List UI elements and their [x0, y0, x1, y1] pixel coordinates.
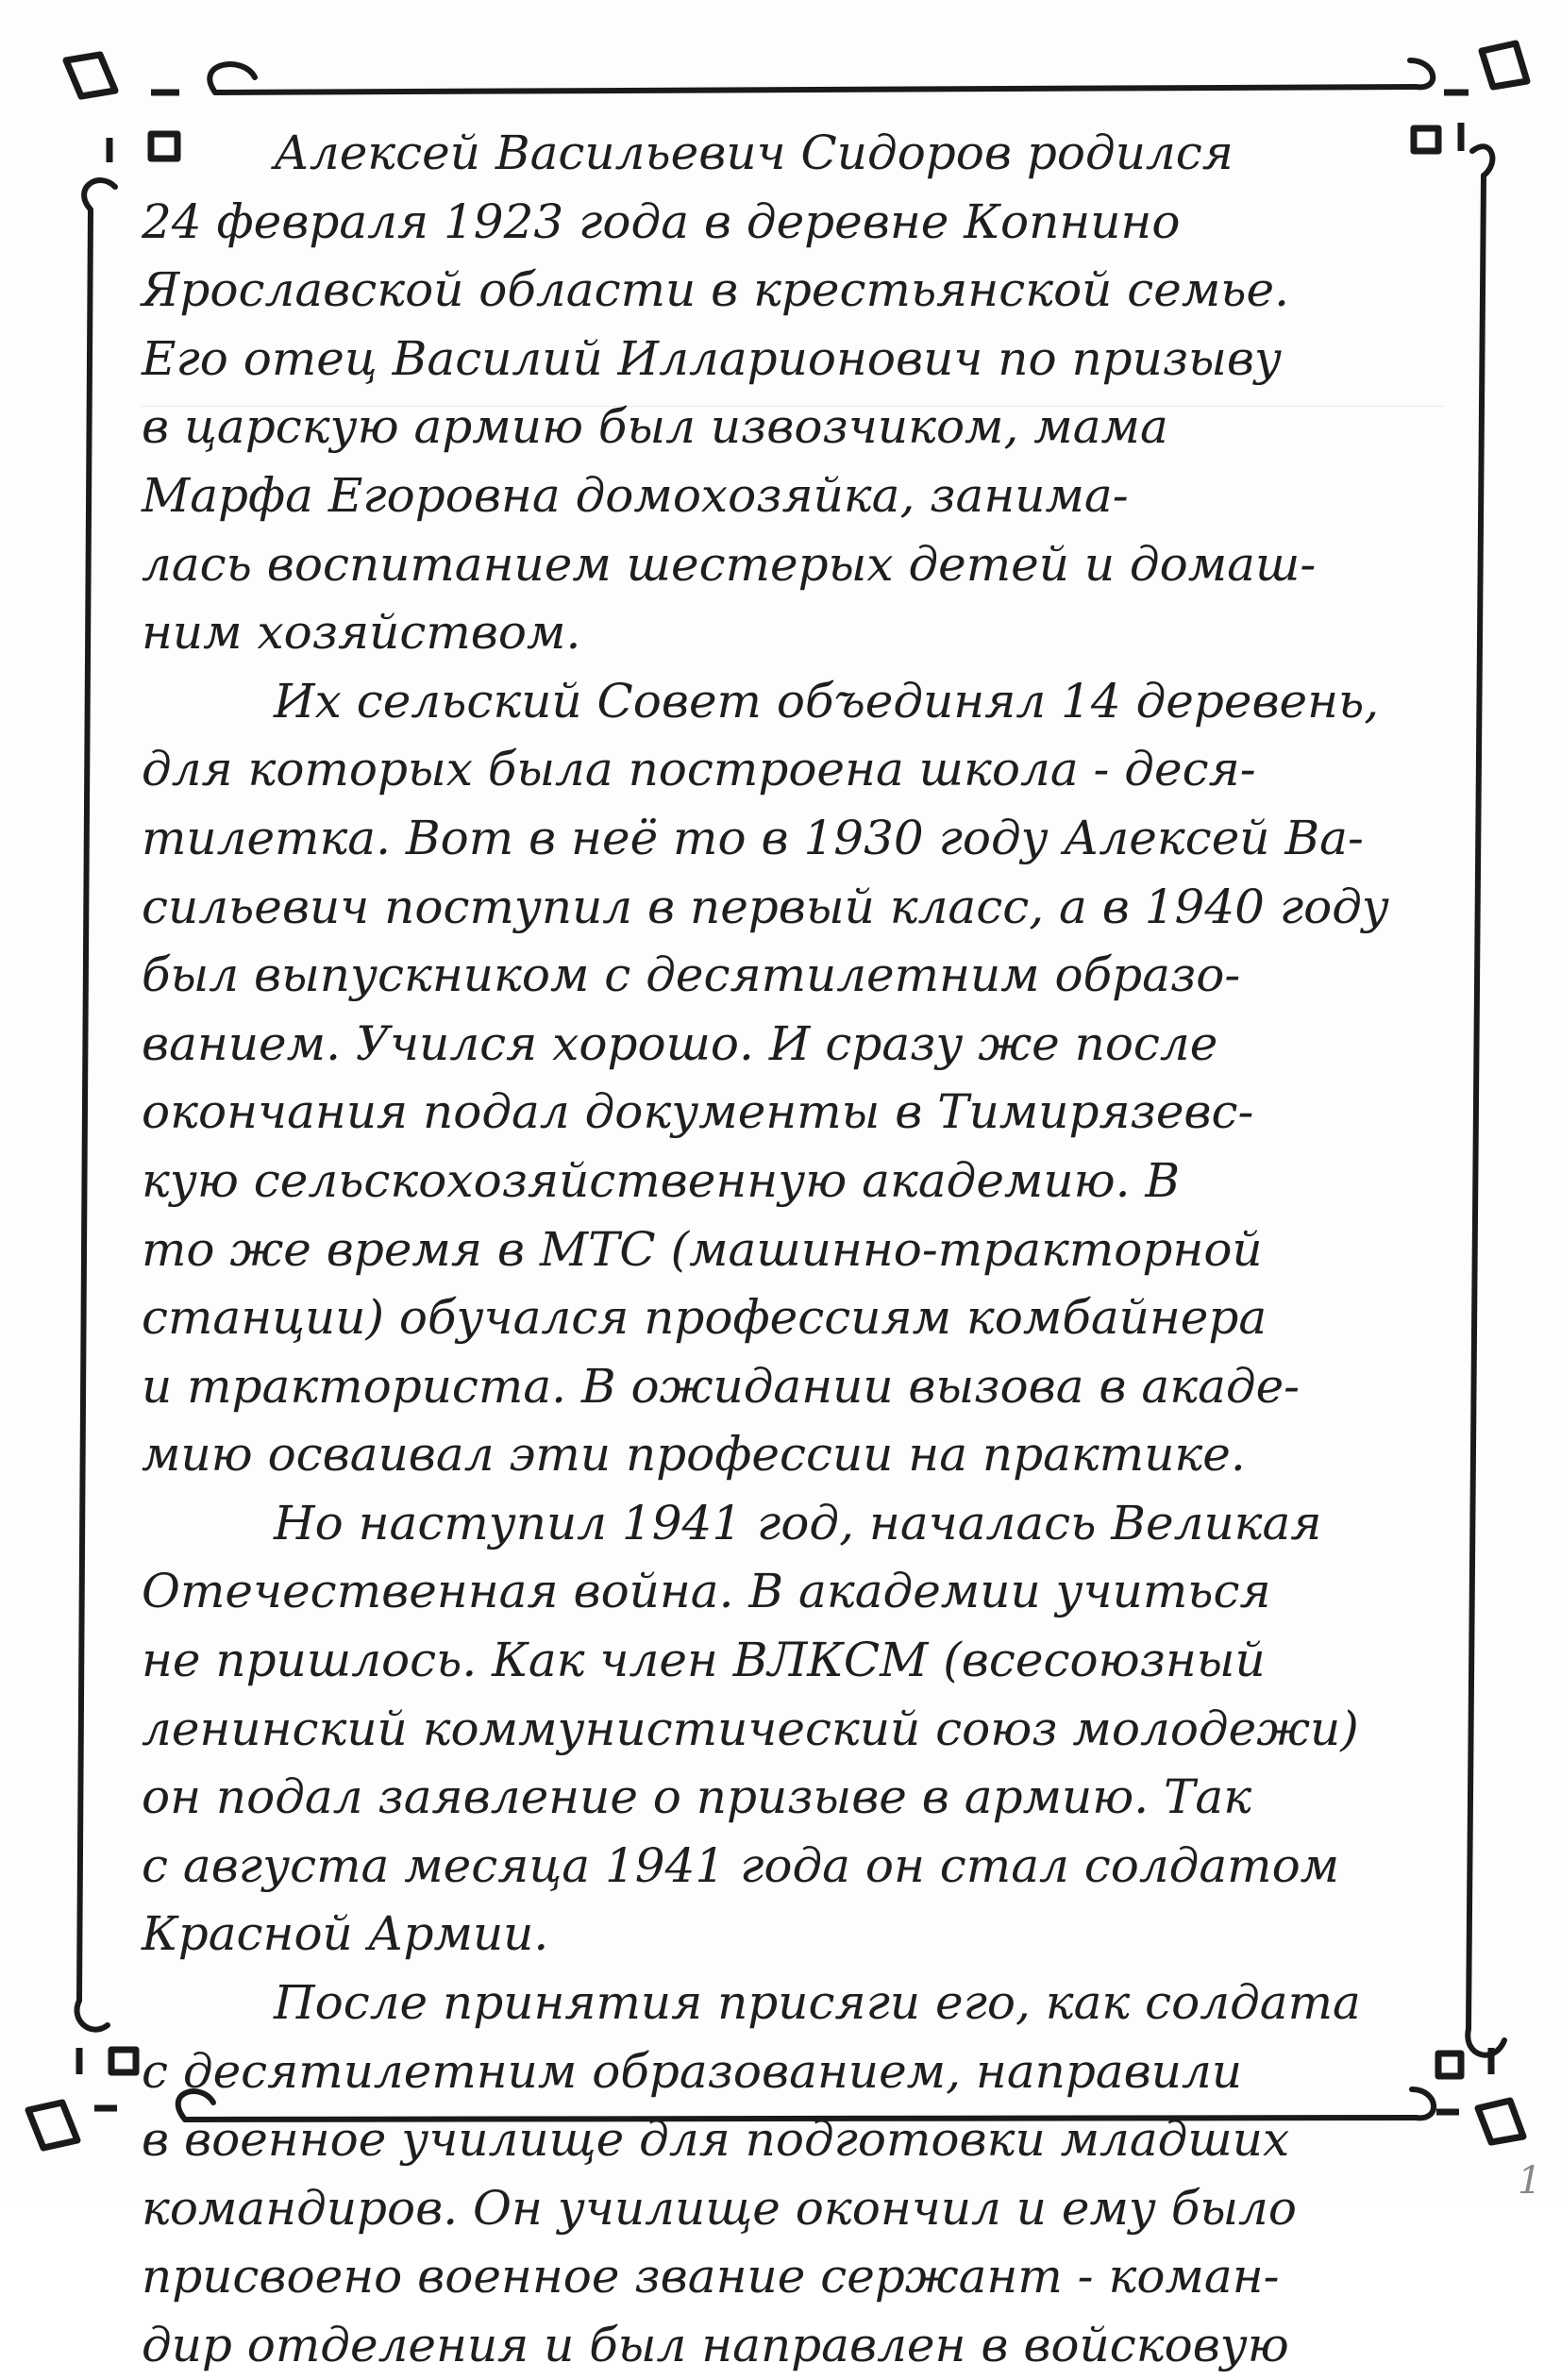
text-line: ванием. Учился хорошо. И сразу же после [142, 1015, 1218, 1071]
text-line: тилетка. Вот в неё то в 1930 году Алексей Ва- [142, 810, 1364, 865]
text-line: Их сельский Совет объединял 14 деревень, [274, 673, 1380, 729]
text-line: командиров. Он училище окончил и ему было [142, 2180, 1297, 2236]
page-number: 1 [1518, 2159, 1542, 2203]
text-line: то же время в МТС (машинно-тракторной [142, 1221, 1263, 1277]
frame-right-curl-bottom [1468, 2029, 1504, 2055]
frame-left-curl-top [84, 180, 115, 210]
paragraph-3 [142, 1489, 1444, 1969]
text-line: был выпускником с десятилетним образо- [142, 947, 1241, 1003]
corner-ornament-top-right-diamond [1482, 43, 1527, 87]
frame-top-curl-left [210, 64, 255, 92]
text-line: ленинский коммунистический союз молодежи) [142, 1701, 1359, 1756]
text-line: присвоено военное звание сержант - коман- [142, 2249, 1280, 2305]
frame-top-line [215, 87, 1416, 92]
paragraph-2 [142, 667, 1444, 1489]
text-line: с августа месяца 1941 года он стал солдатом [142, 1837, 1340, 1893]
text-line: Отечественная война. В академии учиться [142, 1564, 1271, 1619]
text-line: в царскую армию был извозчиком, мама [142, 399, 1168, 455]
text-line: с десятилетним образованием, направили [142, 2043, 1243, 2099]
frame-top-curl-right [1410, 60, 1433, 87]
text-line: Марфа Егоровна домохозяйка, занима- [142, 467, 1129, 523]
text-line: кую сельскохозяйственную академию. В [142, 1152, 1181, 1208]
frame-left-curl-bottom [76, 2001, 108, 2030]
corner-ornament-bottom-left-square [111, 2050, 136, 2072]
text-line: 24 февраля 1923 года в деревне Копнино [142, 193, 1181, 249]
frame-left-line [79, 210, 91, 2001]
text-line: Алексей Васильевич Сидоров родился [274, 126, 1234, 180]
paragraph-4 [142, 1969, 1444, 2380]
text-line: мию осваивал эти профессии на практике. [142, 1427, 1246, 1483]
text-line: сильевич поступил в первый класс, а в 1940 году [142, 879, 1389, 934]
text-line: Его отец Василий Илларионович по призыву [142, 330, 1282, 386]
text-line: станции) обучался профессиям комбайнера [142, 1290, 1267, 1346]
text-line: окончания подал документы в Тимирязевс- [142, 1084, 1254, 1140]
handwritten-text [142, 119, 1444, 2380]
text-line: он подал заявление о призыве в армию. Так [142, 1769, 1252, 1825]
text-line: и тракториста. В ожидании вызова в акаде- [142, 1358, 1301, 1414]
text-line: Но наступил 1941 год, началась Великая [274, 1495, 1322, 1550]
paragraph-1 [142, 119, 1444, 667]
corner-ornament-bottom-right-diamond [1478, 2101, 1523, 2142]
text-line: После принятия присяги его, как солдата [274, 1975, 1361, 2031]
text-line: для которых была построена школа - деся- [142, 742, 1256, 797]
frame-right-line [1469, 176, 1484, 2029]
text-line: Красной Армии. [142, 1906, 549, 1962]
frame-right-curl-top [1472, 146, 1492, 176]
corner-ornament-bottom-left-diamond [28, 2103, 77, 2148]
text-line: Ярославской области в крестьянской семье. [142, 262, 1290, 318]
text-line: лась воспитанием шестерых детей и домаш- [142, 536, 1317, 592]
text-line: дир отделения и был направлен в войсковую [142, 2318, 1289, 2372]
text-line: ним хозяйством. [142, 605, 581, 661]
text-line: в военное училище для подготовки младших [142, 2112, 1290, 2168]
corner-ornament-top-left-diamond [66, 55, 115, 96]
text-line: не пришлось. Как член ВЛКСМ (всесоюзный [142, 1633, 1266, 1688]
